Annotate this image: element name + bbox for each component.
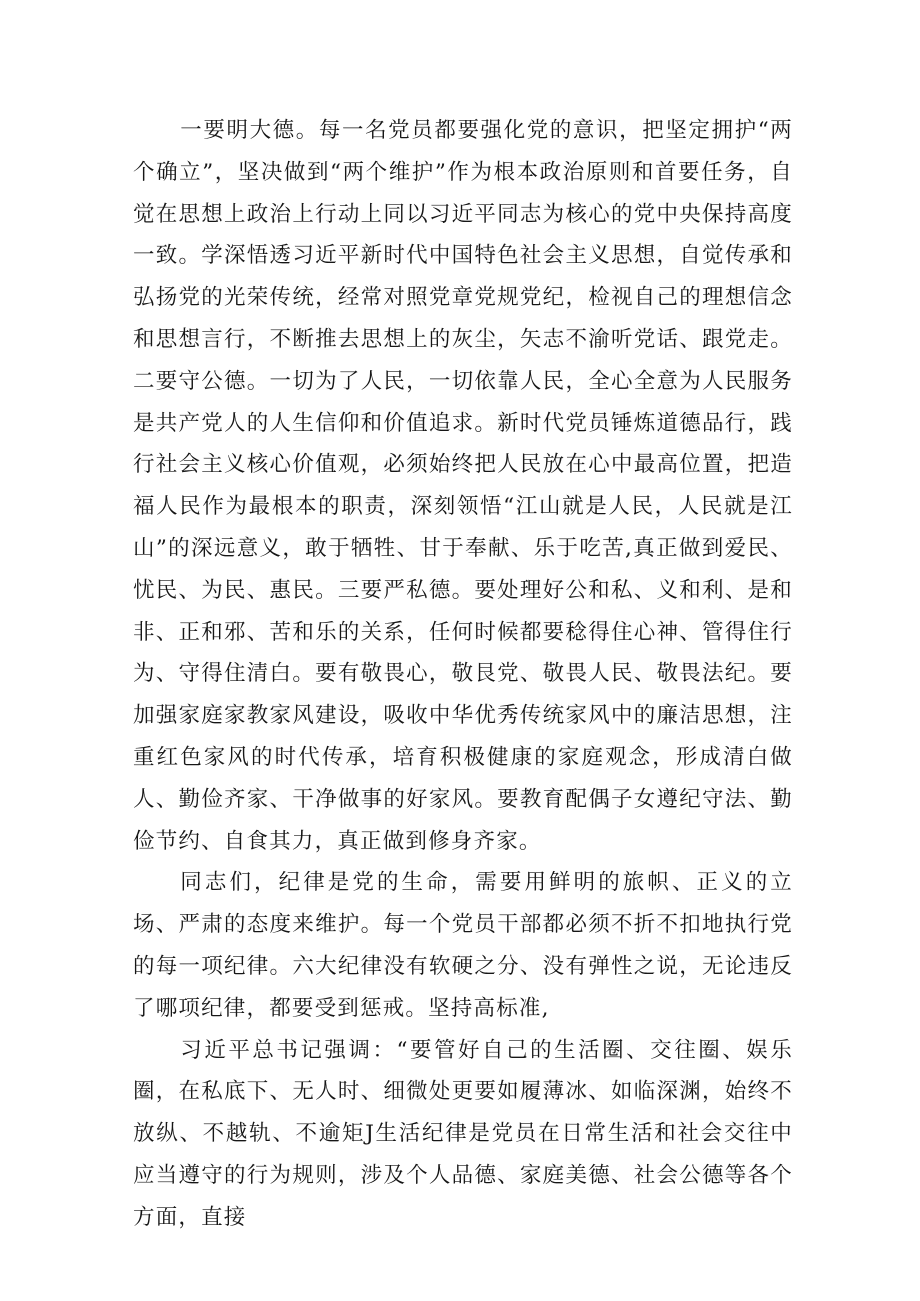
paragraph-two: 同志们，纪律是党的生命，需要用鲜明的旅帜、正义的立场、严肃的态度来维护。每一个党员干部都必须不折不扣地执行党的每一项纪律。六大纪律没有软硬之分、没有弹性之说，无论违反了哪项纪律，都要受到惩戒。坚持高标准, [133,870,793,1021]
paragraph-three: 习近平总书记强调：“要管好自己的生活圈、交往圈、娱乐圈，在私底下、无人时、细微处更要如履薄冰、如临深渊，始终不放纵、不越轨、不逾矩J生活纪律是党员在日常生活和社会交往中应当遵守的行为规则，涉及个人品德、家庭美德、社会公德等各个方面，直接 [133,1037,793,1230]
document-body [133,110,793,1239]
paragraph-one: 一要明大德。每一名党员都要强化党的意识，把坚定拥护“两个确立”，坚决做到“两个维护”作为根本政治原则和首要任务，自觉在思想上政治上行动上同以习近平同志为核心的党中央保持高度一致。学深悟透习近平新时代中国特色社会主义思想，自觉传承和弘扬党的光荣传统，经常对照党章党规党纪，检视自己的理想信念和思想言行，不断推去思想上的灰尘，矢志不渝听党话、跟党走。二要守公德。一切为了人民，一切依靠人民，全心全意为人民服务是共产党人的人生信仰和价值追求。新时代党员锤炼道德品行，践行社会主义核心价值观，必须始终把人民放在心中最高位置，把造福人民作为最根本的职责，深刻领悟“江山就是人民，人民就是江山”的深远意义，敢于牺牲、甘于奉献、乐于吃苦,真正做到爱民、忧民、为民、惠民。三要严私德。要处理好公和私、义和利、是和非、正和邪、苦和乐的关系，任何时候都要稔得住心神、管得住行为、守得住清白。要有敬畏心，敬艮党、敬畏人民、敬畏法纪。要加强家庭家教家风建设，吸收中华优秀传统家风中的廉洁思想，注重红色家风的时代传承，培育积极健康的家庭观念，形成清白做人、勤俭齐家、干净做事的好家风。要教育配偶子女遵纪守法、勤俭节约、自食其力，真正做到修身齐家。 [133,118,793,854]
